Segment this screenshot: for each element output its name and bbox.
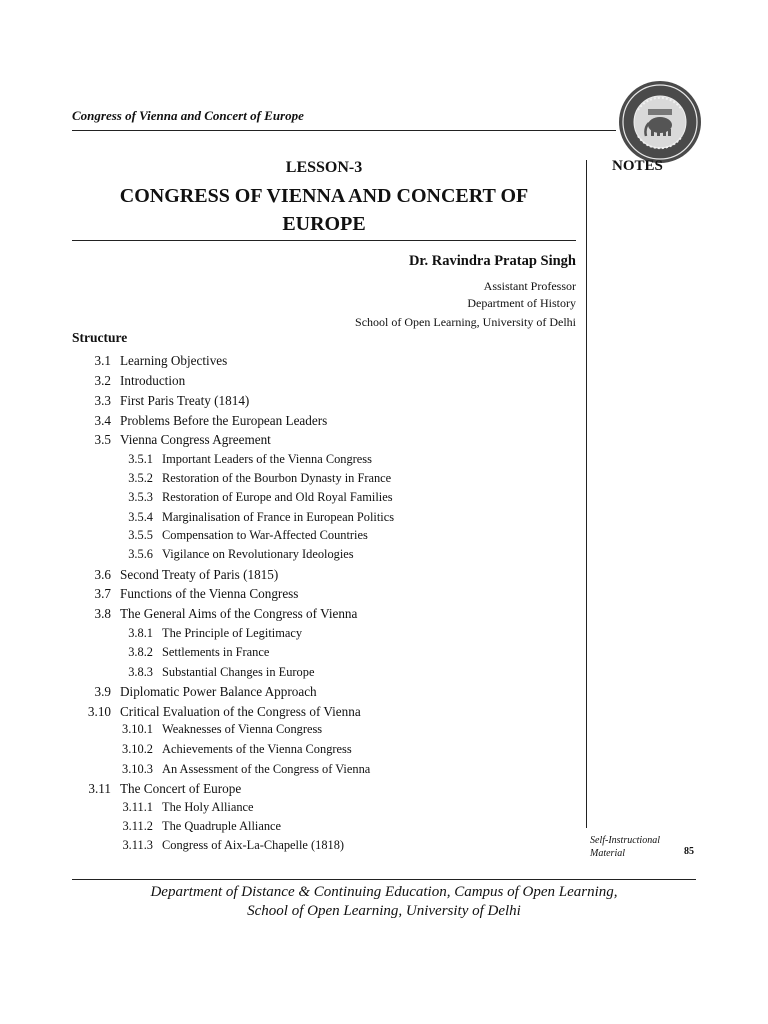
toc-label: The Quadruple Alliance	[162, 819, 282, 833]
self-instructional-line: Self-Instructional	[590, 835, 660, 846]
author-institution: School of Open Learning, University of Delhi	[355, 315, 576, 329]
toc-label: Achievements of the Vienna Congress	[162, 742, 352, 756]
toc-number: 3.10.3	[122, 762, 153, 776]
university-seal-icon	[618, 80, 702, 164]
toc-number: 3.5.6	[128, 547, 153, 561]
toc-label: Settlements in France	[162, 645, 270, 659]
lesson-title-line: CONGRESS OF VIENNA AND CONCERT OF	[119, 185, 529, 207]
notes-label: NOTES	[612, 158, 663, 174]
footer-rule	[72, 879, 696, 880]
lesson-title-line: EUROPE	[282, 213, 366, 235]
footer-line: Department of Distance & Continuing Education, Campus of Open Learning,	[150, 884, 618, 900]
toc-number: 3.11	[88, 781, 111, 796]
toc-number: 3.5.4	[128, 510, 153, 524]
toc-number: 3.10.1	[122, 722, 153, 736]
toc-number: 3.11.3	[122, 838, 153, 852]
toc-number: 3.11.1	[122, 800, 153, 814]
toc-number: 3.5.5	[128, 528, 153, 542]
toc-label: Second Treaty of Paris (1815)	[120, 567, 279, 582]
toc-number: 3.5.3	[128, 490, 153, 504]
toc-label: The Principle of Legitimacy	[162, 626, 303, 640]
running-title: Congress of Vienna and Concert of Europe	[72, 108, 304, 123]
footer-line: School of Open Learning, University of Delhi	[247, 903, 521, 919]
toc-label: Diplomatic Power Balance Approach	[120, 684, 317, 699]
title-rule	[72, 240, 576, 241]
toc-number: 3.5	[94, 432, 111, 447]
toc-label: The Concert of Europe	[120, 781, 242, 796]
toc-label: Learning Objectives	[120, 353, 228, 368]
toc-label: Vigilance on Revolutionary Ideologies	[162, 547, 354, 561]
toc-number: 3.10.2	[122, 742, 153, 756]
toc-number: 3.5.2	[128, 471, 153, 485]
toc-label: Important Leaders of the Vienna Congress	[162, 452, 372, 466]
header-rule	[72, 130, 616, 131]
structure-heading: Structure	[72, 330, 128, 345]
author-name: Dr. Ravindra Pratap Singh	[408, 253, 576, 269]
author-department: Department of History	[467, 296, 576, 310]
toc-number: 3.4	[94, 413, 111, 428]
toc-label: Restoration of the Bourbon Dynasty in France	[162, 471, 392, 485]
lesson-title	[72, 182, 576, 238]
toc-label: Restoration of Europe and Old Royal Families	[162, 490, 393, 504]
self-instructional-line: Material	[590, 848, 625, 859]
margin-rule	[586, 160, 587, 828]
toc-label: Problems Before the European Leaders	[120, 413, 328, 428]
toc-number: 3.3	[94, 393, 111, 408]
toc-label: First Paris Treaty (1814)	[120, 393, 250, 408]
toc-number: 3.1	[94, 353, 111, 368]
toc-number: 3.7	[94, 586, 111, 601]
toc-number: 3.9	[94, 684, 111, 699]
page-number: 85	[684, 846, 694, 857]
toc-label: Compensation to War-Affected Countries	[162, 528, 368, 542]
toc-label: Congress of Aix-La-Chapelle (1818)	[162, 838, 345, 852]
toc-number: 3.8	[94, 606, 111, 621]
toc-label: The Holy Alliance	[162, 800, 254, 814]
toc-label: Weaknesses of Vienna Congress	[162, 722, 323, 736]
toc-number: 3.6	[94, 567, 111, 582]
toc-label: Critical Evaluation of the Congress of Vienna	[120, 704, 361, 719]
toc-number: 3.8.3	[128, 665, 153, 679]
toc-number: 3.5.1	[128, 452, 153, 466]
toc-label: Substantial Changes in Europe	[162, 665, 315, 679]
toc-label: The General Aims of the Congress of Vienna	[120, 606, 358, 621]
toc-label: Functions of the Vienna Congress	[120, 586, 299, 601]
lesson-number: LESSON-3	[285, 159, 363, 176]
toc-label: Marginalisation of France in European Politics	[162, 510, 395, 524]
toc-label: Vienna Congress Agreement	[120, 432, 271, 447]
toc-number: 3.11.2	[122, 819, 153, 833]
toc-number: 3.8.2	[128, 645, 153, 659]
toc-number: 3.2	[94, 373, 111, 388]
toc-number: 3.8.1	[128, 626, 153, 640]
toc-label: An Assessment of the Congress of Vienna	[162, 762, 371, 776]
self-instructional-label	[590, 834, 660, 860]
toc-number: 3.10	[87, 704, 111, 719]
author-position: Assistant Professor	[483, 279, 576, 293]
toc-label: Introduction	[120, 373, 186, 388]
